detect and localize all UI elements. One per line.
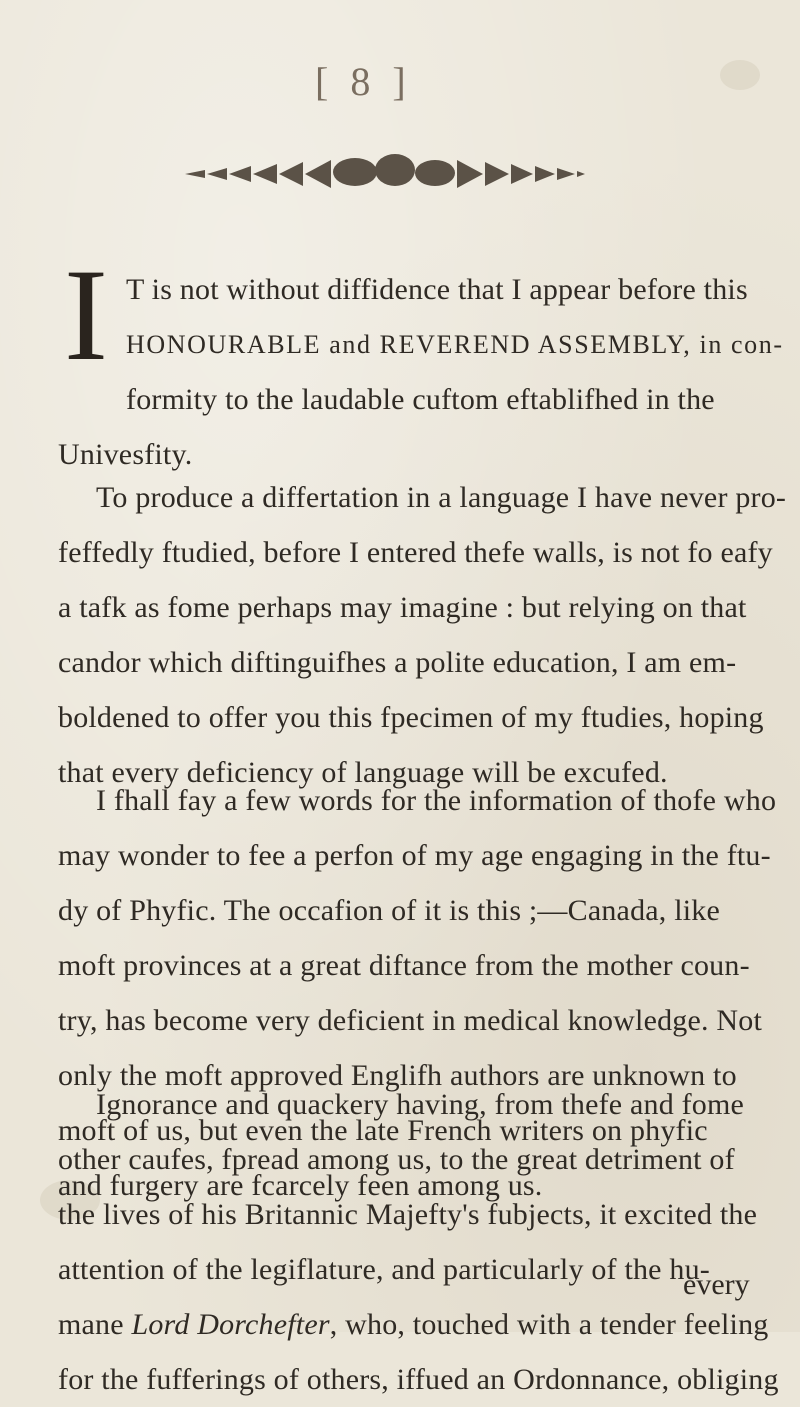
text-line: other caufes, fpread among us, to the great detriment of xyxy=(58,1143,735,1176)
catchword: every xyxy=(683,1268,750,1301)
text-line: Univesfity. xyxy=(58,438,193,471)
text-line: the lives of his Britannic Majefty's fubjects, it excited the xyxy=(58,1198,758,1231)
text-line: attention of the legiflature, and particularly of the hu- xyxy=(58,1253,710,1286)
text-line: a tafk as fome perhaps may imagine : but relying on that xyxy=(58,591,747,624)
page-number: [ 8 ] xyxy=(315,59,412,104)
text-line: try, has become very deficient in medical knowledge. Not xyxy=(58,1004,763,1037)
text-line: moft provinces at a great diftance from the mother coun- xyxy=(58,949,750,982)
text-line xyxy=(58,1297,768,1352)
person-name: Lord Dorchefter xyxy=(131,1308,330,1341)
text-line: candor which diftinguifhes a polite education, I am em- xyxy=(58,646,737,679)
paragraph-4 xyxy=(58,1077,779,1407)
drop-cap: I xyxy=(64,241,108,388)
text-line: boldened to offer you this fpecimen of my ftudies, hoping xyxy=(58,701,764,734)
text-line: only the moft approved Englifh authors are unknown to xyxy=(58,1059,737,1092)
text-line: I fhall fay a few words for the information of thofe who xyxy=(96,784,777,817)
text-line: Ignorance and quackery having, from thefe and fome xyxy=(96,1088,745,1121)
text-line: feffedly ftudied, before I entered thefe walls, is not fo eafy xyxy=(58,536,773,569)
text-fragment: , who, touched with a tender feeling xyxy=(329,1308,769,1341)
text-line: may wonder to fee a perfon of my age engaging in the ftu- xyxy=(58,839,771,872)
paragraph-1 xyxy=(58,241,784,482)
text-line: To produce a differtation in a language I have never pro- xyxy=(96,481,787,514)
text-line: and furgery are fcarcely feen among us. xyxy=(58,1169,543,1202)
text-line: moft of us, but even the late French writers on phyfic xyxy=(58,1114,708,1147)
text-line: formity to the laudable cuftom eftablifhed in the xyxy=(126,383,715,416)
text-line: dy of Phyfic. The occafion of it is this ;—Canada, like xyxy=(58,894,720,927)
text-line: T is not without diffidence that I appear before this xyxy=(126,273,748,306)
text-line: for the fufferings of others, iffued an Ordonnance, obliging xyxy=(58,1363,779,1396)
text-line: that every deficiency of language will be excufed. xyxy=(58,756,668,789)
ornament-band-icon xyxy=(185,146,585,198)
text-line: HONOURABLE and REVEREND ASSEMBLY, in con- xyxy=(126,330,784,359)
text-fragment: mane xyxy=(58,1308,132,1341)
paper-stain xyxy=(720,60,760,90)
paragraph-2 xyxy=(58,470,787,800)
